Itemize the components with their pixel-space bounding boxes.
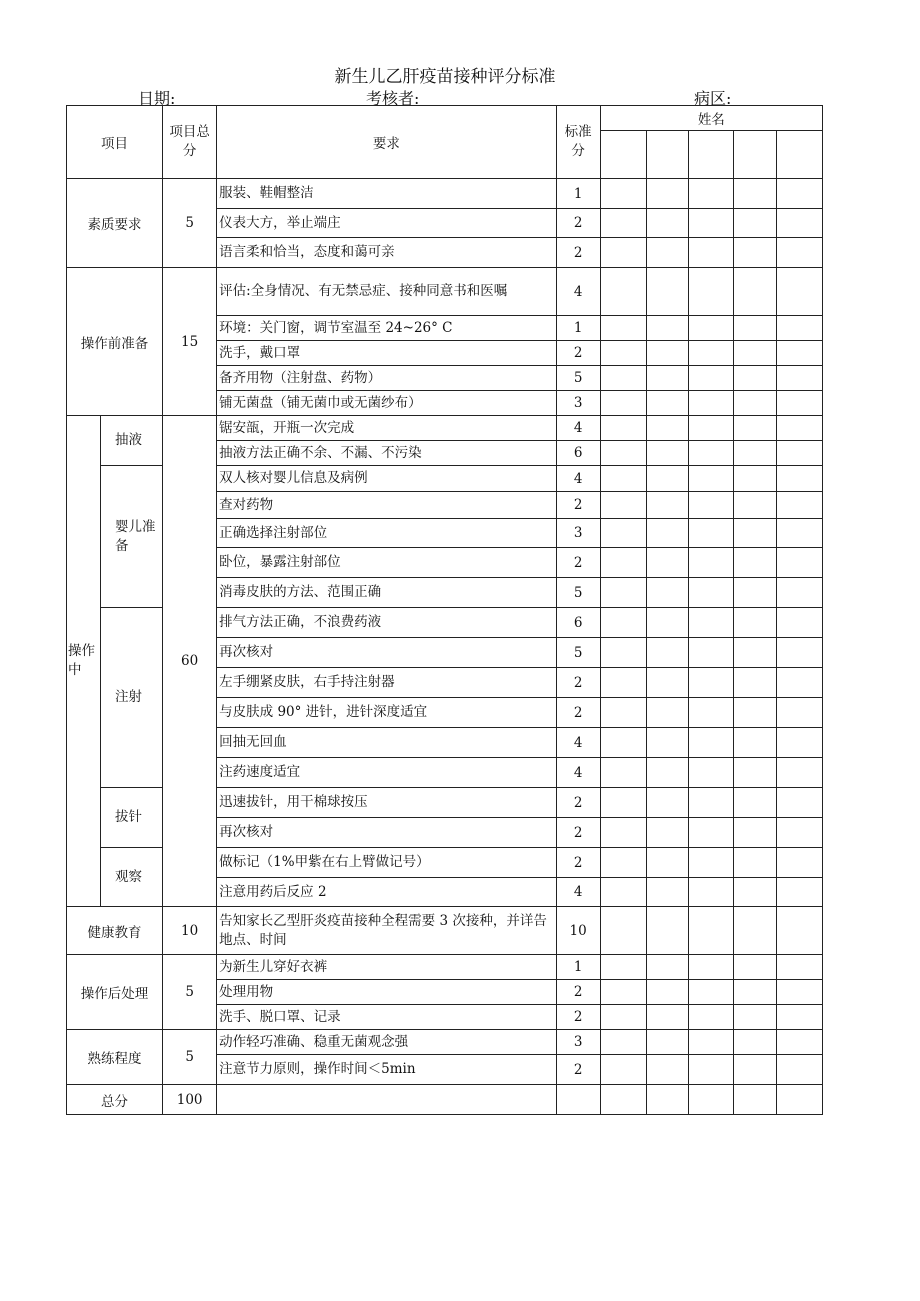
table-row — [67, 1030, 823, 1055]
standard-score-cell: 2 — [556, 238, 600, 268]
score-cell[interactable] — [646, 698, 688, 728]
requirement-cell: 服装、鞋帽整洁 — [217, 179, 556, 209]
score-cell[interactable] — [646, 878, 688, 907]
score-cell[interactable] — [600, 179, 646, 209]
standard-score-cell: 2 — [556, 848, 600, 878]
col-item-header: 项目 — [67, 106, 163, 179]
standard-score-cell: 1 — [556, 955, 600, 980]
score-cell[interactable] — [776, 366, 822, 391]
table-row — [67, 907, 823, 955]
score-cell[interactable] — [733, 268, 776, 316]
score-cell[interactable] — [776, 519, 822, 548]
requirement-cell: 正确选择注射部位 — [217, 519, 556, 548]
score-cell[interactable] — [646, 980, 688, 1005]
score-cell[interactable] — [688, 341, 733, 366]
score-cell[interactable] — [733, 955, 776, 980]
standard-score-cell — [556, 1085, 600, 1115]
score-cell[interactable] — [733, 1005, 776, 1030]
score-cell[interactable] — [600, 341, 646, 366]
score-cell[interactable] — [646, 578, 688, 608]
score-cell[interactable] — [600, 698, 646, 728]
requirement-cell: 环境：关门窗，调节室温至 24~26° C — [217, 316, 556, 341]
score-cell[interactable] — [733, 548, 776, 578]
score-cell[interactable] — [600, 416, 646, 441]
requirement-cell: 为新生儿穿好衣裤 — [217, 955, 556, 980]
section-score-prep: 15 — [163, 268, 217, 416]
score-cell[interactable] — [688, 848, 733, 878]
score-cell[interactable] — [600, 980, 646, 1005]
score-cell[interactable] — [733, 441, 776, 466]
standard-score-cell: 3 — [556, 391, 600, 416]
score-cell[interactable] — [776, 758, 822, 788]
score-cell[interactable] — [776, 818, 822, 848]
score-cell[interactable] — [776, 1030, 822, 1055]
score-cell[interactable] — [776, 698, 822, 728]
score-cell[interactable] — [688, 519, 733, 548]
score-cell[interactable] — [688, 728, 733, 758]
score-cell[interactable] — [688, 980, 733, 1005]
requirement-cell: 做标记（1%甲紫在右上臂做记号） — [217, 848, 556, 878]
score-cell[interactable] — [733, 788, 776, 818]
score-cell[interactable] — [646, 366, 688, 391]
score-cell[interactable] — [600, 907, 646, 955]
score-cell[interactable] — [776, 848, 822, 878]
score-cell[interactable] — [776, 238, 822, 268]
score-cell[interactable] — [646, 238, 688, 268]
requirement-cell: 洗手，戴口罩 — [217, 341, 556, 366]
standard-score-cell: 2 — [556, 1005, 600, 1030]
score-cell[interactable] — [776, 728, 822, 758]
score-cell[interactable] — [733, 698, 776, 728]
score-cell[interactable] — [688, 441, 733, 466]
score-cell[interactable] — [776, 955, 822, 980]
requirement-cell: 注意节力原则，操作时间＜5min — [217, 1055, 556, 1085]
col-item-total-header: 项目总分 — [163, 106, 217, 179]
score-cell[interactable] — [733, 492, 776, 519]
standard-score-cell: 2 — [556, 668, 600, 698]
score-cell[interactable] — [733, 316, 776, 341]
standard-score-cell: 2 — [556, 698, 600, 728]
score-cell[interactable] — [688, 316, 733, 341]
requirement-cell: 注药速度适宜 — [217, 758, 556, 788]
col-standard-header: 标准分 — [556, 106, 600, 179]
standard-score-cell: 5 — [556, 578, 600, 608]
score-cell[interactable] — [733, 728, 776, 758]
score-cell[interactable] — [600, 788, 646, 818]
name-cell[interactable] — [646, 131, 688, 179]
score-cell[interactable] — [600, 466, 646, 492]
score-cell[interactable] — [600, 548, 646, 578]
score-cell[interactable] — [646, 907, 688, 955]
score-cell[interactable] — [688, 366, 733, 391]
score-cell[interactable] — [600, 578, 646, 608]
score-cell[interactable] — [600, 492, 646, 519]
requirement-cell: 双人核对婴儿信息及病例 — [217, 466, 556, 492]
standard-score-cell: 6 — [556, 608, 600, 638]
score-cell[interactable] — [646, 441, 688, 466]
section-name-skill: 熟练程度 — [67, 1030, 163, 1085]
section-score-quality: 5 — [163, 179, 217, 268]
score-cell[interactable] — [646, 728, 688, 758]
score-cell[interactable] — [688, 638, 733, 668]
standard-score-cell: 4 — [556, 416, 600, 441]
standard-score-cell: 2 — [556, 788, 600, 818]
score-cell[interactable] — [646, 1085, 688, 1115]
requirement-cell: 迅速拔针，用干棉球按压 — [217, 788, 556, 818]
score-cell[interactable] — [688, 955, 733, 980]
score-cell[interactable] — [646, 492, 688, 519]
requirement-cell: 再次核对 — [217, 638, 556, 668]
requirement-cell: 查对药物 — [217, 492, 556, 519]
score-cell[interactable] — [600, 818, 646, 848]
score-cell[interactable] — [600, 878, 646, 907]
section-score-post: 5 — [163, 955, 217, 1030]
total-label: 总分 — [67, 1085, 163, 1115]
requirement-cell: 左手绷紧皮肤，右手持注射器 — [217, 668, 556, 698]
section-name-quality: 素质要求 — [67, 179, 163, 268]
score-cell[interactable] — [688, 268, 733, 316]
score-cell[interactable] — [646, 179, 688, 209]
score-cell[interactable] — [733, 391, 776, 416]
score-cell[interactable] — [688, 1005, 733, 1030]
subgroup-name-observe: 观察 — [101, 848, 163, 907]
score-cell[interactable] — [600, 1030, 646, 1055]
score-cell[interactable] — [646, 668, 688, 698]
score-cell[interactable] — [733, 366, 776, 391]
section-name-during: 操作中 — [67, 416, 101, 907]
requirement-cell: 仪表大方，举止端庄 — [217, 209, 556, 238]
standard-score-cell: 2 — [556, 980, 600, 1005]
requirement-cell: 动作轻巧准确、稳重无菌观念强 — [217, 1030, 556, 1055]
score-cell[interactable] — [646, 316, 688, 341]
score-cell[interactable] — [600, 638, 646, 668]
score-cell[interactable] — [688, 548, 733, 578]
score-cell[interactable] — [733, 179, 776, 209]
score-cell[interactable] — [733, 466, 776, 492]
score-cell[interactable] — [600, 955, 646, 980]
score-cell[interactable] — [646, 608, 688, 638]
score-cell[interactable] — [600, 268, 646, 316]
score-cell[interactable] — [600, 391, 646, 416]
score-cell[interactable] — [776, 907, 822, 955]
score-cell[interactable] — [688, 878, 733, 907]
name-cell[interactable] — [688, 131, 733, 179]
standard-score-cell: 5 — [556, 638, 600, 668]
score-cell[interactable] — [646, 758, 688, 788]
score-cell[interactable] — [733, 907, 776, 955]
standard-score-cell: 4 — [556, 466, 600, 492]
score-cell[interactable] — [688, 466, 733, 492]
score-cell[interactable] — [646, 548, 688, 578]
col-requirement-header: 要求 — [217, 106, 556, 179]
score-cell[interactable] — [688, 668, 733, 698]
requirement-cell: 抽液方法正确不余、不漏、不污染 — [217, 441, 556, 466]
score-cell[interactable] — [688, 1055, 733, 1085]
ward-label: 病区: — [694, 89, 732, 108]
section-name-prep: 操作前准备 — [67, 268, 163, 416]
total-score: 100 — [163, 1085, 217, 1115]
table-row — [67, 416, 823, 441]
score-cell[interactable] — [600, 1085, 646, 1115]
score-cell[interactable] — [733, 608, 776, 638]
requirement-cell: 告知家长乙型肝炎疫苗接种全程需要 3 次接种，并详告地点、时间 — [217, 907, 556, 955]
score-cell[interactable] — [600, 519, 646, 548]
score-cell[interactable] — [600, 668, 646, 698]
requirement-cell: 锯安瓿，开瓶一次完成 — [217, 416, 556, 441]
score-cell[interactable] — [776, 268, 822, 316]
requirement-cell: 消毒皮肤的方法、范围正确 — [217, 578, 556, 608]
score-cell[interactable] — [646, 416, 688, 441]
score-cell[interactable] — [688, 179, 733, 209]
standard-score-cell: 2 — [556, 818, 600, 848]
standard-score-cell: 4 — [556, 878, 600, 907]
subgroup-name-infant: 婴儿准备 — [101, 466, 163, 608]
score-cell[interactable] — [776, 578, 822, 608]
requirement-cell: 注意用药后反应 2 — [217, 878, 556, 907]
score-cell[interactable] — [733, 668, 776, 698]
score-cell[interactable] — [733, 578, 776, 608]
score-cell[interactable] — [776, 209, 822, 238]
score-cell[interactable] — [776, 441, 822, 466]
score-cell[interactable] — [733, 638, 776, 668]
score-cell[interactable] — [600, 238, 646, 268]
score-cell[interactable] — [600, 1055, 646, 1085]
date-label: 日期: — [138, 89, 176, 108]
subgroup-name-draw: 抽液 — [101, 416, 163, 466]
section-name-post: 操作后处理 — [67, 955, 163, 1030]
score-cell[interactable] — [600, 366, 646, 391]
score-cell[interactable] — [776, 980, 822, 1005]
col-name-header: 姓名 — [600, 106, 822, 131]
score-cell[interactable] — [646, 638, 688, 668]
score-cell[interactable] — [733, 238, 776, 268]
subgroup-name-withdraw: 拔针 — [101, 788, 163, 848]
score-cell[interactable] — [646, 391, 688, 416]
score-cell[interactable] — [733, 818, 776, 848]
score-cell[interactable] — [733, 848, 776, 878]
score-cell[interactable] — [600, 608, 646, 638]
score-cell[interactable] — [776, 878, 822, 907]
score-cell[interactable] — [776, 668, 822, 698]
standard-score-cell: 3 — [556, 1030, 600, 1055]
score-cell[interactable] — [688, 907, 733, 955]
score-cell[interactable] — [646, 848, 688, 878]
score-cell[interactable] — [688, 788, 733, 818]
score-cell[interactable] — [776, 1085, 822, 1115]
score-cell[interactable] — [600, 209, 646, 238]
standard-score-cell: 2 — [556, 209, 600, 238]
score-cell[interactable] — [776, 788, 822, 818]
score-cell[interactable] — [688, 578, 733, 608]
score-cell[interactable] — [600, 316, 646, 341]
section-score-education: 10 — [163, 907, 217, 955]
standard-score-cell: 4 — [556, 268, 600, 316]
score-cell[interactable] — [733, 1030, 776, 1055]
standard-score-cell: 2 — [556, 1055, 600, 1085]
score-cell[interactable] — [646, 209, 688, 238]
score-cell[interactable] — [733, 341, 776, 366]
table-row — [67, 268, 823, 316]
standard-score-cell: 4 — [556, 758, 600, 788]
requirement-cell — [217, 1085, 556, 1115]
score-cell[interactable] — [776, 391, 822, 416]
score-cell[interactable] — [646, 466, 688, 492]
standard-score-cell: 1 — [556, 179, 600, 209]
requirement-cell: 与皮肤成 90° 进针，进针深度适宜 — [217, 698, 556, 728]
standard-score-cell: 2 — [556, 341, 600, 366]
score-cell[interactable] — [600, 848, 646, 878]
section-name-education: 健康教育 — [67, 907, 163, 955]
score-cell[interactable] — [776, 1005, 822, 1030]
standard-score-cell: 5 — [556, 366, 600, 391]
requirement-cell: 语言柔和恰当，态度和蔼可亲 — [217, 238, 556, 268]
table-row — [67, 179, 823, 209]
score-cell[interactable] — [688, 416, 733, 441]
score-cell[interactable] — [776, 638, 822, 668]
score-cell[interactable] — [776, 179, 822, 209]
requirement-cell: 备齐用物（注射盘、药物） — [217, 366, 556, 391]
requirement-cell: 评估:全身情况、有无禁忌症、接种同意书和医嘱 — [217, 268, 556, 316]
section-score-skill: 5 — [163, 1030, 217, 1085]
subgroup-name-inject: 注射 — [101, 608, 163, 788]
score-cell[interactable] — [776, 466, 822, 492]
score-cell[interactable] — [688, 492, 733, 519]
score-cell[interactable] — [776, 341, 822, 366]
requirement-cell: 处理用物 — [217, 980, 556, 1005]
score-cell[interactable] — [688, 391, 733, 416]
requirement-cell: 卧位，暴露注射部位 — [217, 548, 556, 578]
score-cell[interactable] — [646, 818, 688, 848]
score-cell[interactable] — [600, 758, 646, 788]
score-cell[interactable] — [646, 268, 688, 316]
score-cell[interactable] — [688, 818, 733, 848]
page-title: 新生儿乙肝疫苗接种评分标准 — [334, 67, 556, 87]
score-cell[interactable] — [776, 316, 822, 341]
score-cell[interactable] — [688, 238, 733, 268]
score-cell[interactable] — [646, 341, 688, 366]
requirement-cell: 铺无菌盘（铺无菌巾或无菌纱布） — [217, 391, 556, 416]
score-cell[interactable] — [733, 519, 776, 548]
standard-score-cell: 2 — [556, 548, 600, 578]
score-cell[interactable] — [600, 1005, 646, 1030]
name-cell[interactable] — [776, 131, 822, 179]
standard-score-cell: 1 — [556, 316, 600, 341]
score-cell[interactable] — [733, 416, 776, 441]
table-row — [67, 955, 823, 980]
requirement-cell: 再次核对 — [217, 818, 556, 848]
score-cell[interactable] — [600, 728, 646, 758]
score-cell[interactable] — [646, 519, 688, 548]
score-cell[interactable] — [600, 441, 646, 466]
score-cell[interactable] — [688, 698, 733, 728]
score-cell[interactable] — [646, 788, 688, 818]
name-cell[interactable] — [600, 131, 646, 179]
score-cell[interactable] — [733, 1085, 776, 1115]
section-score-during: 60 — [163, 416, 217, 907]
standard-score-cell: 2 — [556, 492, 600, 519]
standard-score-cell: 4 — [556, 728, 600, 758]
table-row — [67, 1085, 823, 1115]
score-cell[interactable] — [733, 1055, 776, 1085]
score-cell[interactable] — [646, 1055, 688, 1085]
requirement-cell: 回抽无回血 — [217, 728, 556, 758]
requirement-cell: 排气方法正确，不浪费药液 — [217, 608, 556, 638]
score-cell[interactable] — [688, 209, 733, 238]
standard-score-cell: 10 — [556, 907, 600, 955]
score-cell[interactable] — [733, 980, 776, 1005]
score-cell[interactable] — [688, 608, 733, 638]
standard-score-cell: 3 — [556, 519, 600, 548]
score-cell[interactable] — [776, 548, 822, 578]
score-cell[interactable] — [688, 1085, 733, 1115]
score-cell[interactable] — [646, 1030, 688, 1055]
score-cell[interactable] — [646, 1005, 688, 1030]
score-cell[interactable] — [646, 955, 688, 980]
score-cell[interactable] — [776, 492, 822, 519]
score-cell[interactable] — [688, 1030, 733, 1055]
score-cell[interactable] — [776, 1055, 822, 1085]
name-cell[interactable] — [733, 131, 776, 179]
score-cell[interactable] — [776, 608, 822, 638]
score-cell[interactable] — [688, 758, 733, 788]
standard-score-cell: 6 — [556, 441, 600, 466]
score-cell[interactable] — [733, 878, 776, 907]
score-cell[interactable] — [733, 758, 776, 788]
score-table — [66, 105, 823, 1115]
score-cell[interactable] — [776, 416, 822, 441]
examiner-label: 考核者: — [366, 89, 420, 108]
requirement-cell: 洗手、脱口罩、记录 — [217, 1005, 556, 1030]
score-cell[interactable] — [733, 209, 776, 238]
